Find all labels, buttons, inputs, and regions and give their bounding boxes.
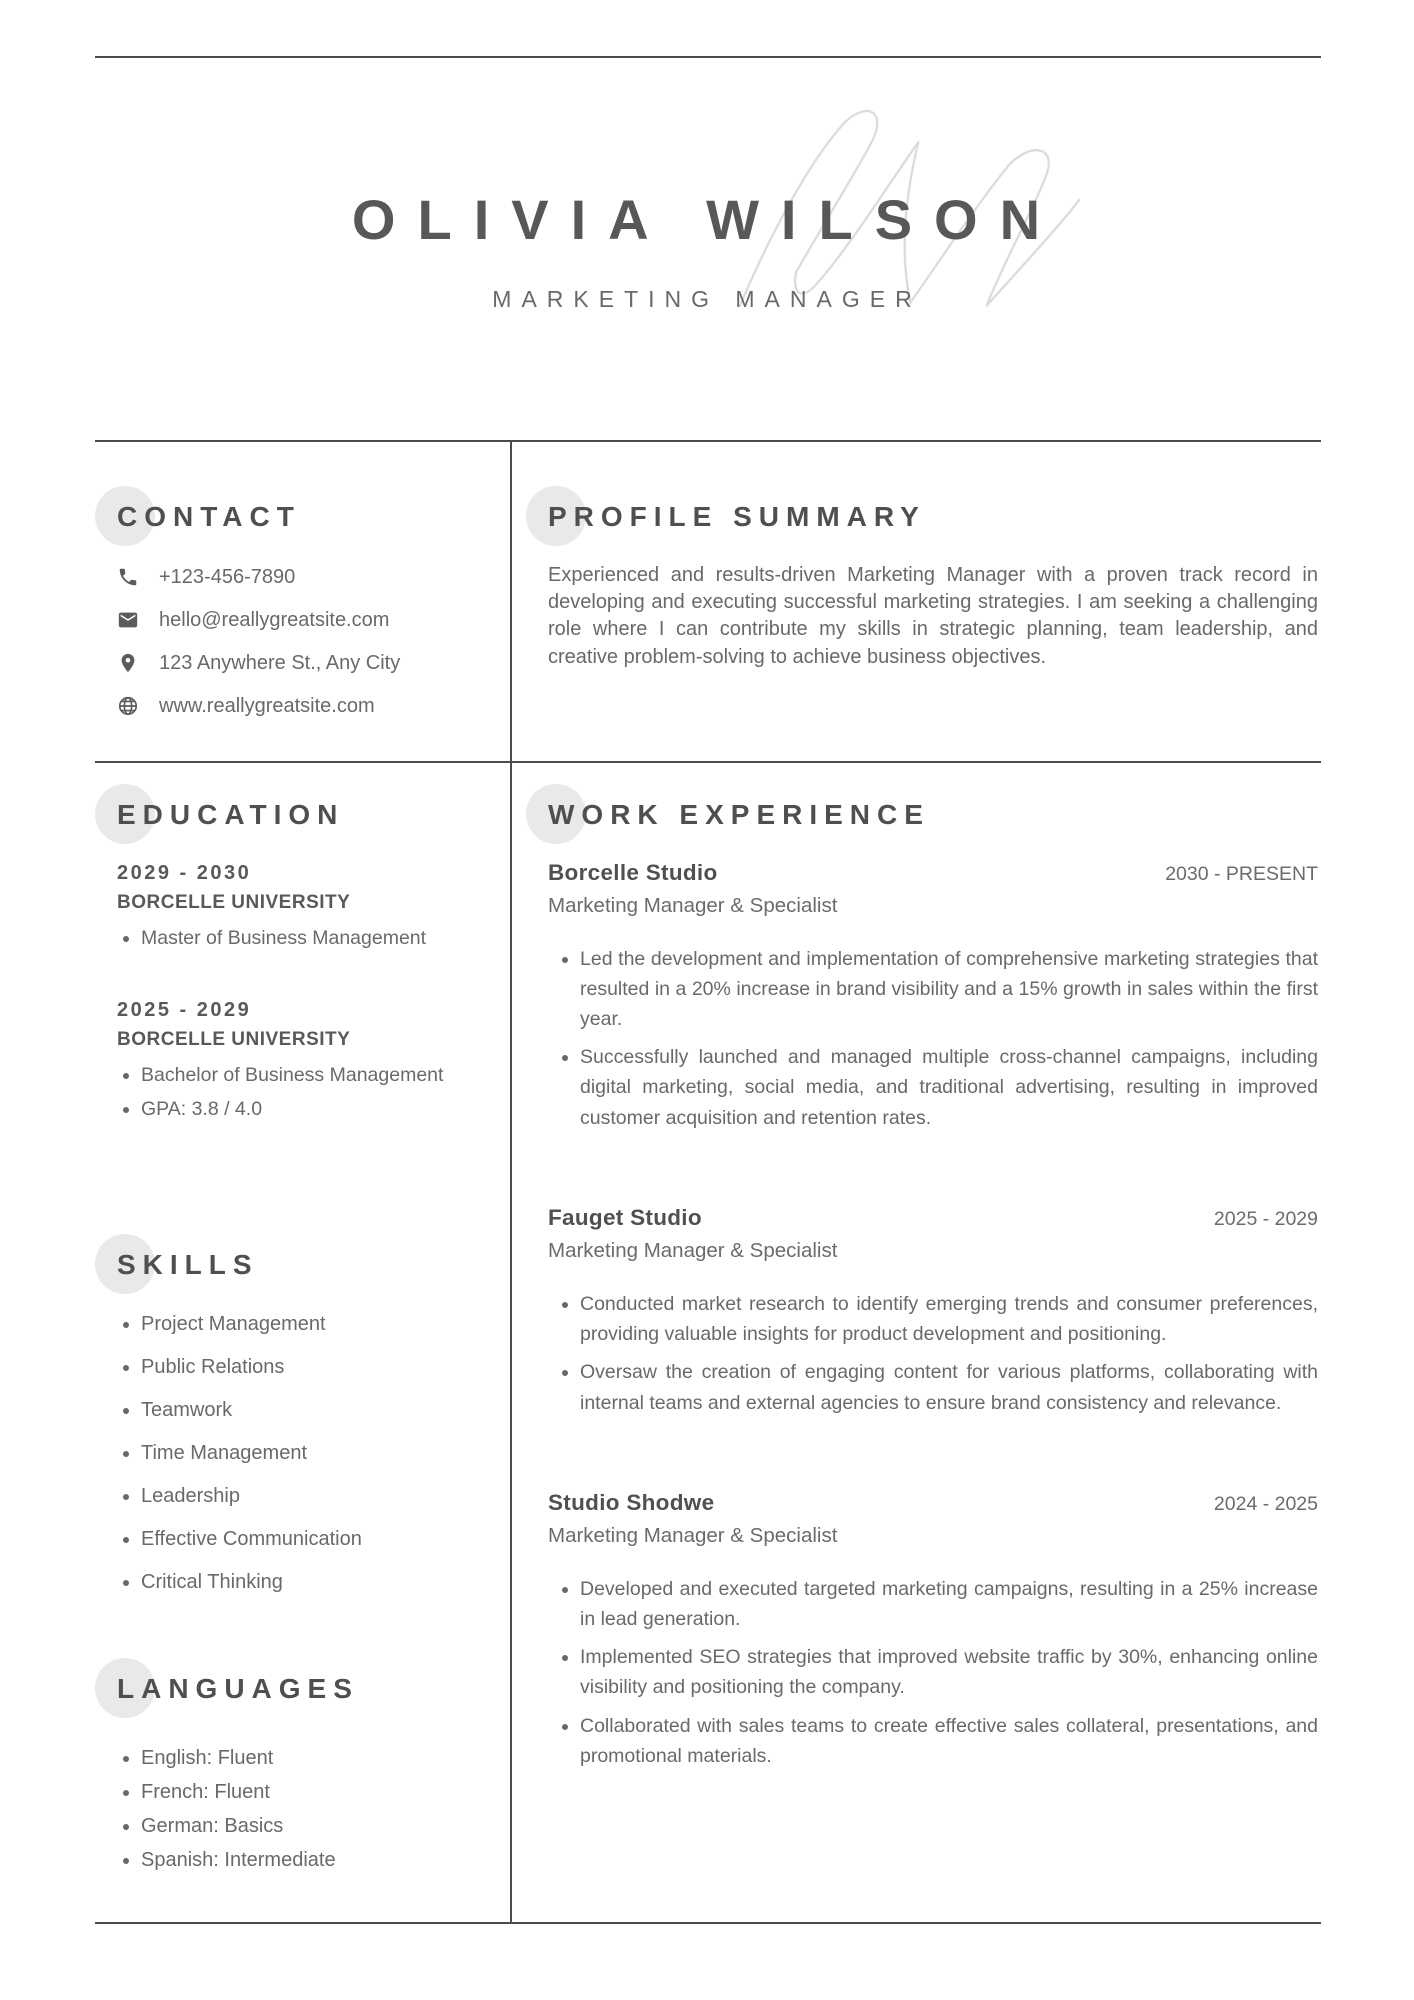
skill-item: • Time Management <box>141 1441 492 1465</box>
education-detail-list <box>117 1063 495 1123</box>
mid-rule <box>95 761 1321 763</box>
education-entries <box>117 862 495 1123</box>
location-icon <box>117 652 139 674</box>
job-bullet: • Implemented SEO strategies that improved website traffic by 30%, enhancing online visibility and positioning the company. <box>580 1642 1318 1702</box>
job-entry <box>548 860 1318 1133</box>
contact-address-row <box>117 652 492 675</box>
education-dates: 2025 - 2029 <box>117 998 252 1021</box>
job-bullet-list <box>548 1289 1318 1418</box>
job-company: Fauget Studio <box>548 1204 702 1230</box>
job-bullet-list <box>548 1574 1318 1771</box>
skill-item: • Effective Communication <box>141 1527 492 1551</box>
job-header <box>548 1205 1318 1231</box>
education-detail-list <box>117 926 495 951</box>
contact-email-row <box>117 609 492 632</box>
job-dates: 2030 - PRESENT <box>1165 862 1318 885</box>
education-detail: • Master of Business Management <box>141 926 495 951</box>
education-entry <box>117 999 495 1123</box>
job-bullet: • Conducted market research to identify emerging trends and consumer preferences, providing valuable insights for product development and positioning. <box>580 1289 1318 1349</box>
top-rule <box>95 56 1321 58</box>
profile-summary-section <box>548 500 1318 691</box>
globe-icon <box>117 695 139 717</box>
skill-item: • Critical Thinking <box>141 1570 492 1594</box>
phone-number: +123-456-7890 <box>159 565 296 588</box>
profile-summary-text: Experienced and results-driven Marketing Manager with a proven track record in developing and executing successful marketing strategies. I am seeking a challenging role where I can contribute my skills in strategic planning, team leadership, and creative problem-solving to achieve business objectives. <box>548 563 1318 668</box>
education-dates: 2029 - 2030 <box>117 861 252 884</box>
skill-item: • Project Management <box>141 1312 492 1336</box>
job-role: Marketing Manager & Specialist <box>548 893 838 917</box>
job-dates: 2024 - 2025 <box>1213 1492 1318 1515</box>
job-company: Borcelle Studio <box>548 859 718 885</box>
language-item: • English: Fluent <box>141 1746 492 1771</box>
street-address: 123 Anywhere St., Any City <box>159 651 401 674</box>
job-header <box>548 860 1318 886</box>
skill-item: • Leadership <box>141 1484 492 1508</box>
work-experience-heading: WORK EXPERIENCE <box>548 798 930 832</box>
education-section <box>117 798 495 1132</box>
email-icon <box>117 609 139 631</box>
website-url: www.reallygreatsite.com <box>159 694 375 717</box>
job-company: Studio Shodwe <box>548 1489 715 1515</box>
work-experience-section <box>548 798 1318 1779</box>
contact-phone-row <box>117 566 492 589</box>
phone-icon <box>117 566 139 588</box>
skills-list <box>117 1312 492 1594</box>
language-item: • German: Basics <box>141 1814 492 1839</box>
email-address: hello@reallygreatsite.com <box>159 608 390 631</box>
languages-section <box>117 1672 492 1882</box>
education-entry <box>117 862 495 951</box>
job-bullet: • Led the development and implementation of comprehensive marketing strategies that resulted in a 20% increase in brand visibility and a 15% growth in sales within the first year. <box>580 944 1318 1035</box>
languages-heading: LANGUAGES <box>117 1672 359 1706</box>
skill-item: • Teamwork <box>141 1398 492 1422</box>
job-bullet: • Collaborated with sales teams to create effective sales collateral, presentations, and promotional materials. <box>580 1711 1318 1771</box>
job-role: Marketing Manager & Specialist <box>548 1238 838 1262</box>
profile-summary-heading: PROFILE SUMMARY <box>548 500 926 534</box>
education-detail: • GPA: 3.8 / 4.0 <box>141 1097 495 1122</box>
person-title: MARKETING MANAGER <box>492 286 922 312</box>
job-bullet: • Successfully launched and managed multiple cross-channel campaigns, including digital marketing, social media, and traditional advertising, resulting in improved customer acquisition and retention rates. <box>580 1042 1318 1133</box>
education-detail: • Bachelor of Business Management <box>141 1063 495 1088</box>
job-role: Marketing Manager & Specialist <box>548 1523 838 1547</box>
bottom-rule <box>95 1922 1321 1924</box>
job-entry <box>548 1490 1318 1771</box>
contact-heading: CONTACT <box>117 500 301 534</box>
skills-section <box>117 1248 492 1613</box>
job-bullet: • Oversaw the creation of engaging content for various platforms, collaborating with internal teams and external agencies to ensure brand consistency and relevance. <box>580 1357 1318 1417</box>
job-bullet: • Developed and executed targeted marketing campaigns, resulting in a 25% increase in lead generation. <box>580 1574 1318 1634</box>
contact-list <box>117 566 492 718</box>
education-school: BORCELLE UNIVERSITY <box>117 891 351 913</box>
contact-section <box>117 500 492 738</box>
skills-heading: SKILLS <box>117 1248 259 1282</box>
education-school: BORCELLE UNIVERSITY <box>117 1028 351 1050</box>
job-entry <box>548 1205 1318 1418</box>
education-heading: EDUCATION <box>117 798 344 832</box>
skill-item: • Public Relations <box>141 1355 492 1379</box>
languages-list <box>117 1746 492 1873</box>
job-dates: 2025 - 2029 <box>1213 1207 1318 1230</box>
language-item: • French: Fluent <box>141 1780 492 1805</box>
header-rule <box>95 440 1321 442</box>
person-name: OLIVIA WILSON <box>351 188 1063 251</box>
job-header <box>548 1490 1318 1516</box>
language-item: • Spanish: Intermediate <box>141 1848 492 1873</box>
column-divider <box>510 440 512 1922</box>
job-bullet-list <box>548 944 1318 1133</box>
contact-website-row <box>117 695 492 718</box>
